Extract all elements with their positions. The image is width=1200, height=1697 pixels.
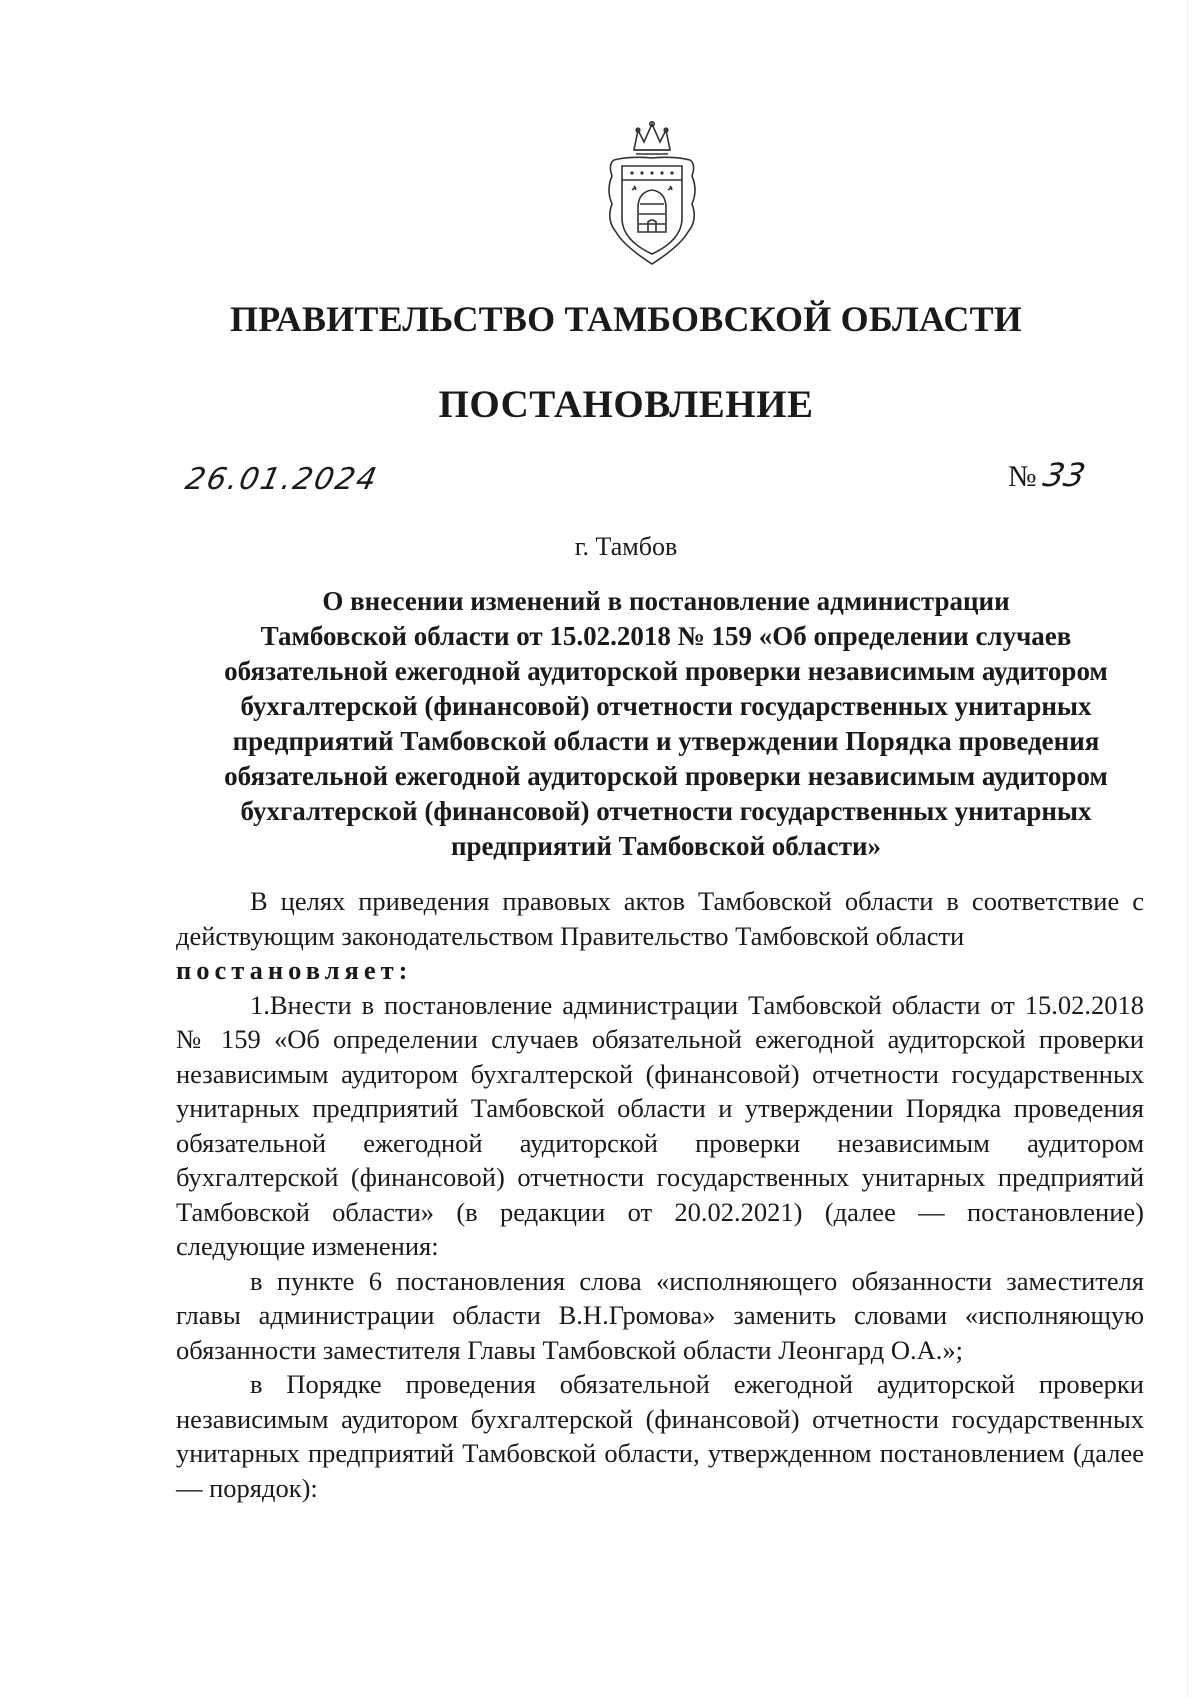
number-prefix: № [1008, 460, 1037, 493]
document-body [176, 884, 1144, 1505]
document-number [1008, 456, 1089, 494]
handwritten-number: 33 [1040, 456, 1089, 494]
resolves-word: постановляет: [176, 955, 413, 985]
scan-edge-line [1187, 0, 1188, 1697]
handwritten-date: 26.01.2024 [182, 462, 382, 497]
subject-line: Тамбовской области от 15.02.2018 № 159 «Об определении случаев [260, 621, 1072, 651]
document-type-title: ПОСТАНОВЛЕНИЕ [438, 383, 814, 426]
item-1a-paragraph: в пункте 6 постановления слова «исполняющего обязанности заместителя главы администрации области В.Н.Громова» заменить словами «исполняющую обязанности заместителя Главы Тамбовской области Леонгард О.А.»; [176, 1265, 1144, 1365]
subject-line: бухгалтерской (финансовой) отчетности государственных унитарных [240, 691, 1092, 721]
subject-line: предприятий Тамбовской области» [450, 831, 882, 861]
coat-of-arms-icon [604, 120, 700, 270]
subject-line: О внесении изменений в постановление администрации [322, 586, 1010, 616]
organization-title: ПРАВИТЕЛЬСТВО ТАМБОВСКОЙ ОБЛАСТИ [229, 299, 1023, 339]
subject-line: предприятий Тамбовской области и утверждении Порядка проведения [232, 726, 1100, 756]
item-1-paragraph: 1.Внести в постановление администрации Тамбовской области от 15.02.2018 № 159 «Об определении случаев обязательной ежегодной аудиторской проверки независимым аудитором бухгалтерской (финансовой) отчетности государственных унитарных предприятий Тамбовской области и утверждении Порядка проведения обязательной ежегодной аудиторской проверки независимым аудитором бухгалтерской (финансовой) отчетности государственных унитарных предприятий Тамбовской области» (в редакции от 20.02.2021) (далее — постановление) следующие изменения: [176, 989, 1144, 1261]
subject-line: обязательной ежегодной аудиторской проверки независимым аудитором [224, 656, 1108, 686]
city-line: г. Тамбов [574, 532, 678, 561]
document-subject [176, 584, 1156, 864]
preamble-paragraph [176, 884, 1144, 988]
subject-line: обязательной ежегодной аудиторской проверки независимым аудитором [224, 761, 1108, 791]
preamble-text: В целях приведения правовых актов Тамбовской области в соответствие с действующим законодательством Правительство Тамбовской области [176, 886, 1144, 951]
subject-line: бухгалтерской (финансовой) отчетности государственных унитарных [240, 796, 1092, 826]
item-1b-paragraph: в Порядке проведения обязательной ежегодной аудиторской проверки независимым аудитором бухгалтерской (финансовой) отчетности государственных унитарных предприятий Тамбовской области, утвержденном постановлением (далее — порядок): [176, 1369, 1144, 1503]
